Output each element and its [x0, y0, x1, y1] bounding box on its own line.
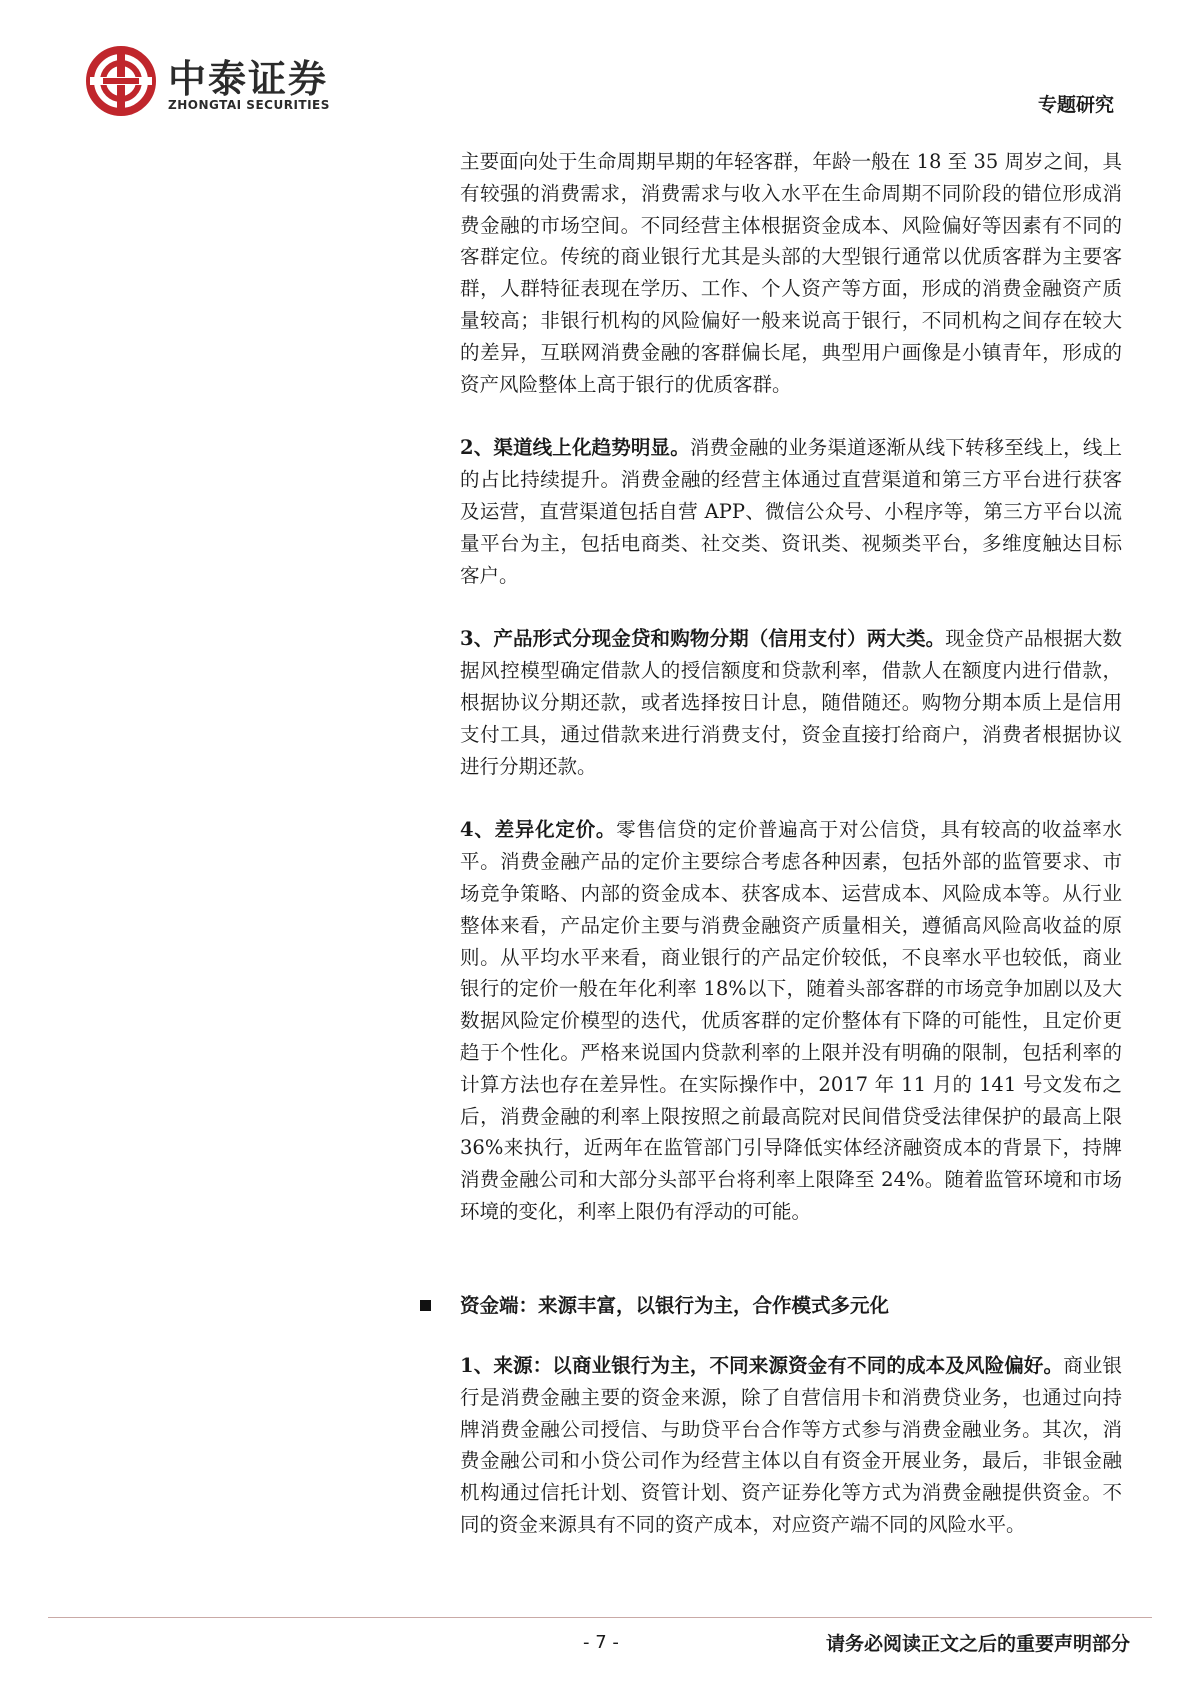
logo-chinese-name: 中泰证券	[168, 57, 329, 101]
paragraph-text: 主要面向处于生命周期早期的年轻客群，年龄一般在 18 至 35 周岁之间，具有较强的消费需求，消费需求与收入水平在生命周期不同阶段的错位形成消费金融的市场空间。不同经营主体根据资金成本、风险偏好等因素有不同的客群定位。传统的商业银行尤其是头部的大型银行通常以优质客群为主要客群，人群特征表现在学历、工作、个人资产等方面，形成的消费金融资产质量较高；非银行机构的风险偏好一般来说高于银行，不同机构之间存在较大的差异，互联网消费金融的客群偏长尾，典型用户画像是小镇青年，形成的资产风险整体上高于银行的优质客群。	[460, 150, 1122, 396]
paragraph-text: 商业银行是消费金融主要的资金来源，除了自营信用卡和消费贷业务，也通过向持牌消费金融公司授信、与助贷平台合作等方式参与消费金融业务。其次，消费金融公司和小贷公司作为经营主体以自有资金开展业务，最后，非银金融机构通过信托计划、资管计划、资产证券化等方式为消费金融提供资金。不同的资金来源具有不同的资产成本，对应资产端不同的风险水平。	[460, 1354, 1122, 1536]
logo-english-name: ZHONGTAI SECURITIES	[168, 98, 330, 112]
company-logo	[86, 46, 386, 126]
body-content-2	[460, 1350, 1122, 1573]
footer-divider	[48, 1617, 1152, 1618]
footer-disclaimer: 请务必阅读正文之后的重要声明部分	[825, 1633, 1130, 1655]
paragraph	[460, 623, 1122, 782]
body-content	[460, 146, 1122, 1260]
paragraph	[460, 432, 1122, 591]
report-type-tag: 专题研究	[1037, 94, 1114, 116]
paragraph-text: 零售信贷的定价普遍高于对公信贷，具有较高的收益率水平。消费金融产品的定价主要综合考虑各种因素，包括外部的监管要求、市场竞争策略、内部的资金成本、获客成本、运营成本、风险成本等。从行业整体来看，产品定价主要与消费金融资产质量相关，遵循高风险高收益的原则。从平均水平来看，商业银行的产品定价较低，不良率水平也较低，商业银行的定价一般在年化利率 18%以下，随着头部客群的市场竞争加剧以及大数据风险定价模型的迭代，优质客群的定价整体有下降的可能性，且定价更趋于个性化。严格来说国内贷款利率的上限并没有明确的限制，包括利率的计算方法也存在差异性。在实际操作中，2017 年 11 月的 141 号文发布之后，消费金融的利率上限按照之前最高院对民间借贷受法律保护的最高上限 36%来执行，近两年在监管部门引导降低实体经济融资成本的背景下，持牌消费金融公司和大部分头部平台将利率上限降至 24%。随着监管环境和市场环境的变化，利率上限仍有浮动的可能。	[460, 818, 1122, 1223]
paragraph-text: 消费金融的业务渠道逐渐从线下转移至线上，线上的占比持续提升。消费金融的经营主体通过直营渠道和第三方平台进行获客及运营，直营渠道包括自营 APP、微信公众号、小程序等，第三方平台以流量平台为主，包括电商类、社交类、资讯类、视频类平台，多维度触达目标客户。	[460, 436, 1122, 587]
zhongtai-logo-icon	[86, 46, 156, 116]
paragraph-text: 现金贷产品根据大数据风控模型确定借款人的授信额度和贷款利率，借款人在额度内进行借款，根据协议分期还款，或者选择按日计息，随借随还。购物分期本质上是信用支付工具，通过借款来进行消费支付，资金直接打给商户，消费者根据协议进行分期还款。	[460, 627, 1122, 778]
paragraph	[460, 814, 1122, 1227]
paragraph-lead: 4、差异化定价。	[460, 818, 617, 842]
square-bullet-icon	[420, 1300, 431, 1311]
paragraph-lead: 2、渠道线上化趋势明显。	[460, 436, 690, 460]
paragraph-lead: 3、产品形式分现金贷和购物分期（信用支付）两大类。	[460, 627, 946, 651]
page-number: - 7 -	[583, 1632, 619, 1653]
paragraph-lead: 1、来源：以商业银行为主，不同来源资金有不同的成本及风险偏好。	[460, 1354, 1064, 1377]
paragraph	[460, 1350, 1122, 1541]
section-bullet-text: 资金端：来源丰富，以银行为主，合作模式多元化	[460, 1294, 890, 1317]
paragraph	[460, 146, 1122, 400]
